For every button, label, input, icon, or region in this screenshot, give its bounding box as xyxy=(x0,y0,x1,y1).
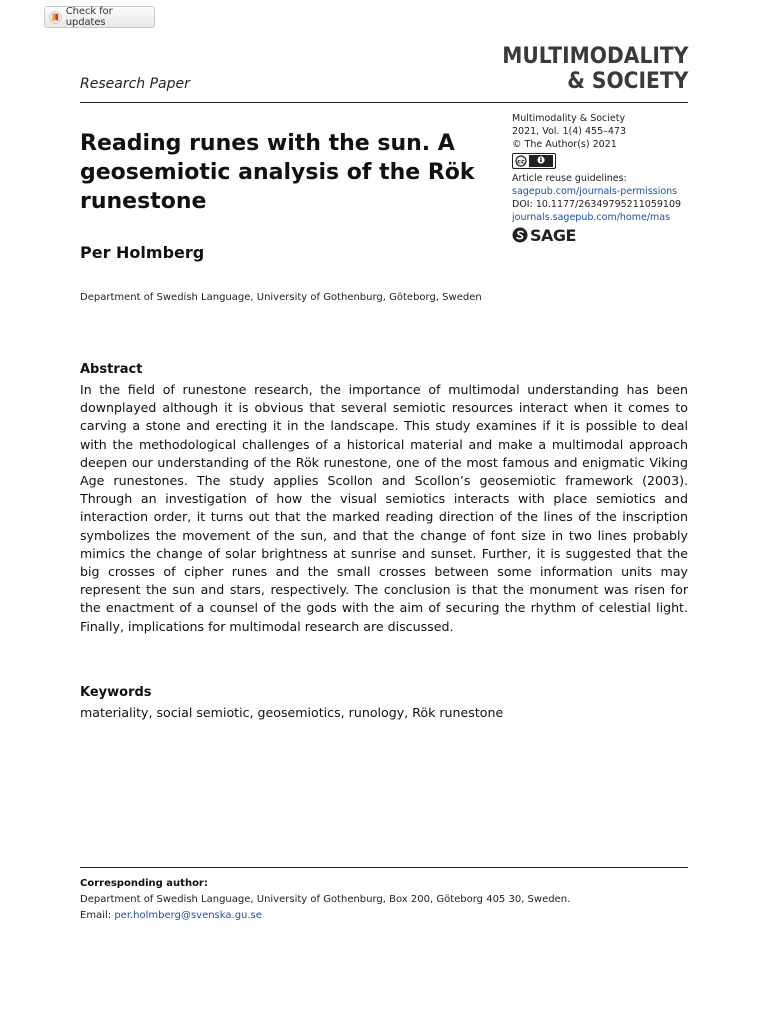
email-link[interactable]: per.holmberg@svenska.gu.se xyxy=(114,910,262,921)
meta-doi[interactable]: DOI: 10.1177/26349795211059109 xyxy=(512,199,682,210)
abstract-heading: Abstract xyxy=(80,362,143,377)
check-for-updates-button[interactable] xyxy=(44,6,155,28)
author-name: Per Holmberg xyxy=(80,243,205,262)
article-title: Reading runes with the sun. A geosemiotic analysis of the Rök runestone xyxy=(80,131,475,214)
header-divider xyxy=(80,102,688,103)
keywords-text: materiality, social semiotic, geosemiotics, runology, Rök runestone xyxy=(80,705,504,720)
meta-volume: 2021, Vol. 1(4) 455–473 xyxy=(512,126,627,137)
crossmark-icon xyxy=(49,11,62,24)
author-affiliation: Department of Swedish Language, University of Gothenburg, Göteborg, Sweden xyxy=(80,292,482,303)
abstract-text: In the field of runestone research, the importance of multimodal understanding has been downplayed although it is obvious that several semiotic resources interact when it comes to carving a stone and erecting it in the landscape. This study examines if it is possible to deal with the methodological challenges of a historical material and make a multimodal approach deepen our understanding of the Rök runestone, one of the most famous and enigmatic Viking Age runestones. The study applies Scollon and Scollon’s geosemiotic framework (2003). Through an investigation of how the visual semiotics interacts with place semiotics and interaction order, it turns out that the marked reading direction of the lines of the inscription symbolizes the movement of the sun, and that the change of font size in two lines probably mimics the change of solar brightness at sunrise and sunset. Further, it is suggested that the big crosses of cipher runes and the small crosses between some information units may represent the sun and stars, respectively. The conclusion is that the monument was risen for the enactment of a counsel of the gods with the aim of securing the rhythm of celestial light. Finally, implications for multimodal research are discussed. xyxy=(80,382,688,634)
corresponding-author-email-line xyxy=(80,910,262,921)
meta-journal-name: Multimodality & Society xyxy=(512,113,626,124)
corresponding-author-address: Department of Swedish Language, University of Gothenburg, Box 200, Göteborg 405 30, Sweden. xyxy=(80,894,571,905)
corresponding-author-heading: Corresponding author: xyxy=(80,878,208,889)
journal-home-link[interactable]: journals.sagepub.com/home/mas xyxy=(512,212,671,223)
email-label: Email: xyxy=(80,910,112,921)
sage-s-icon xyxy=(512,227,528,243)
article-metadata xyxy=(512,112,692,243)
keywords-heading: Keywords xyxy=(80,685,152,700)
meta-copyright: © The Author(s) 2021 xyxy=(512,139,617,150)
check-for-updates-label: Check for updates xyxy=(65,6,113,28)
section-label: Research Paper xyxy=(80,76,190,92)
sage-logo xyxy=(512,227,692,243)
footer-divider xyxy=(80,867,688,868)
meta-reuse-label: Article reuse guidelines: xyxy=(512,173,627,184)
journal-logo-line2: & SOCIETY xyxy=(566,69,688,94)
journal-logo xyxy=(502,44,688,94)
journal-logo-line1: MULTIMODALITY xyxy=(501,44,688,69)
svg-text:cc: cc xyxy=(517,157,525,166)
cc-by-license-icon xyxy=(512,153,556,169)
reuse-permissions-link[interactable]: sagepub.com/journals-permissions xyxy=(512,186,678,197)
sage-logo-text: SAGE xyxy=(530,225,576,245)
